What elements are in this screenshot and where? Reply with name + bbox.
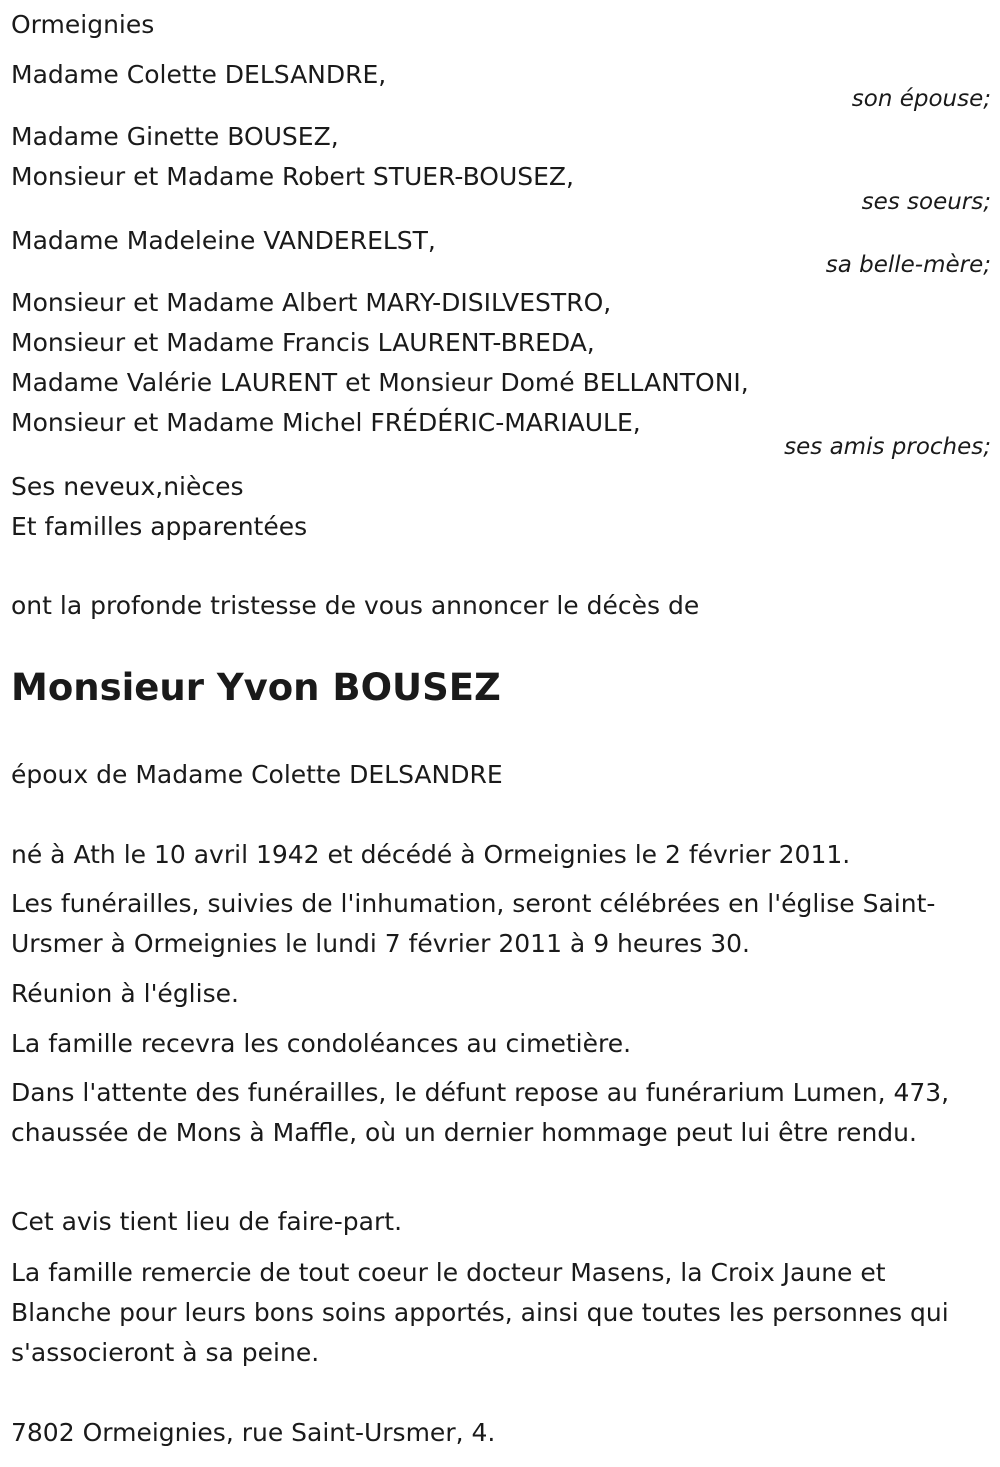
family-name: Monsieur et Madame Robert STUER-BOUSEZ, <box>11 162 574 191</box>
family-name: Madame Colette DELSANDRE, <box>11 60 387 89</box>
deceased-name: Monsieur Yvon BOUSEZ <box>11 666 501 709</box>
family-name: Madame Valérie LAURENT et Monsieur Domé BELLANTONI, <box>11 368 749 397</box>
detail-paragraph: Les funérailles, suivies de l'inhumation, seront célébrées en l'église Saint-Ursmer à Ormeignies le lundi 7 février 2011 à 9 heures 30. <box>11 889 936 958</box>
detail-paragraph: né à Ath le 10 avril 1942 et décédé à Ormeignies le 2 février 2011. <box>11 840 851 869</box>
detail-paragraph: Cet avis tient lieu de faire-part. <box>11 1207 403 1236</box>
family-name: Et familles apparentées <box>11 512 308 541</box>
family-name: Monsieur et Madame Albert MARY-DISILVESTRO, <box>11 288 612 317</box>
address: 7802 Ormeignies, rue Saint-Ursmer, 4. <box>11 1418 496 1447</box>
family-name: Monsieur et Madame Michel FRÉDÉRIC-MARIAULE, <box>11 408 641 437</box>
family-name: Ses neveux,nièces <box>11 472 244 501</box>
spouse-line: époux de Madame Colette DELSANDRE <box>11 760 503 789</box>
detail-paragraph: Réunion à l'église. <box>11 979 239 1008</box>
family-name: Monsieur et Madame Francis LAURENT-BREDA, <box>11 328 595 357</box>
family-name: Madame Madeleine VANDERELST, <box>11 226 436 255</box>
detail-paragraph: La famille remercie de tout coeur le docteur Masens, la Croix Jaune et Blanche pour leurs bons soins apportés, ainsi que toutes les personnes qui s'associeront à sa peine. <box>11 1258 949 1367</box>
detail-paragraph: Dans l'attente des funérailles, le défunt repose au funérarium Lumen, 473, chaussée de Mons à Maffle, où un dernier hommage peut lui être rendu. <box>11 1078 950 1147</box>
family-role: sa belle-mère; <box>825 252 991 278</box>
family-role: ses amis proches; <box>784 434 991 460</box>
family-role: son épouse; <box>851 86 991 112</box>
detail-paragraph: La famille recevra les condoléances au cimetière. <box>11 1029 632 1058</box>
announcement: ont la profonde tristesse de vous annoncer le décès de <box>11 591 700 620</box>
family-name: Madame Ginette BOUSEZ, <box>11 122 339 151</box>
family-role: ses soeurs; <box>861 189 991 215</box>
locality: Ormeignies <box>11 10 155 39</box>
